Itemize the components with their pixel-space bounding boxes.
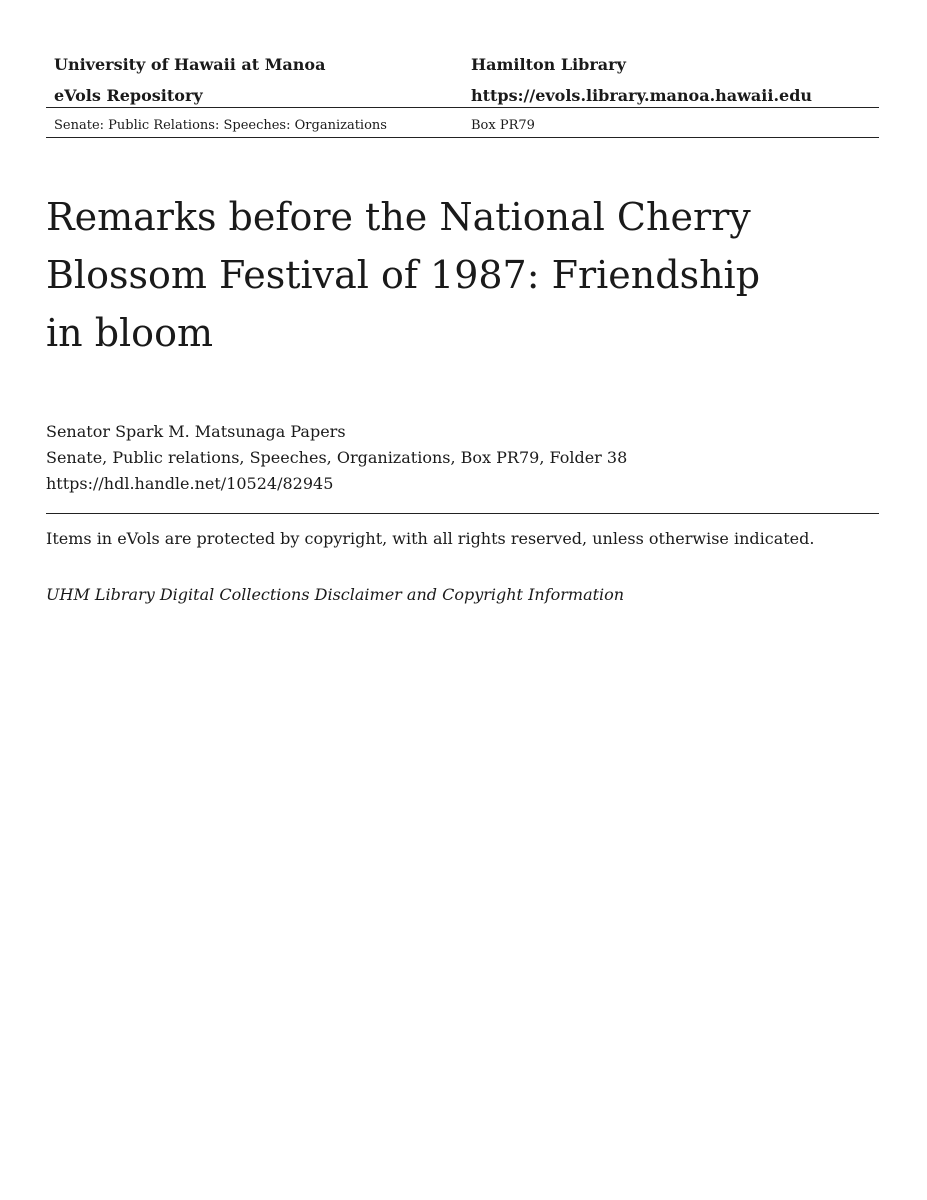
copyright-notice: Items in eVols are protected by copyright, with all rights reserved, unless otherwise indicated. <box>46 529 815 548</box>
box-label: Box PR79 <box>471 118 535 133</box>
header-divider <box>46 107 879 108</box>
document-title: Remarks before the National Cherry Blossom Festival of 1987: Friendship in bloom <box>46 195 761 355</box>
subheader-divider <box>46 137 879 138</box>
metadata-divider <box>46 513 879 514</box>
collection-name: Senator Spark M. Matsunaga Papers <box>46 422 346 441</box>
site-url-link[interactable]: https://evols.library.manoa.hawaii.edu <box>471 86 813 105</box>
institution-name: University of Hawaii at Manoa <box>54 55 326 74</box>
handle-link[interactable]: https://hdl.handle.net/10524/82945 <box>46 474 334 493</box>
library-name: Hamilton Library <box>471 55 626 74</box>
disclaimer-link[interactable]: UHM Library Digital Collections Disclaimer and Copyright Information <box>46 585 625 604</box>
folder-location: Senate, Public relations, Speeches, Organizations, Box PR79, Folder 38 <box>46 448 628 467</box>
repository-name: eVols Repository <box>54 86 203 105</box>
collection-path: Senate: Public Relations: Speeches: Organizations <box>54 118 387 133</box>
